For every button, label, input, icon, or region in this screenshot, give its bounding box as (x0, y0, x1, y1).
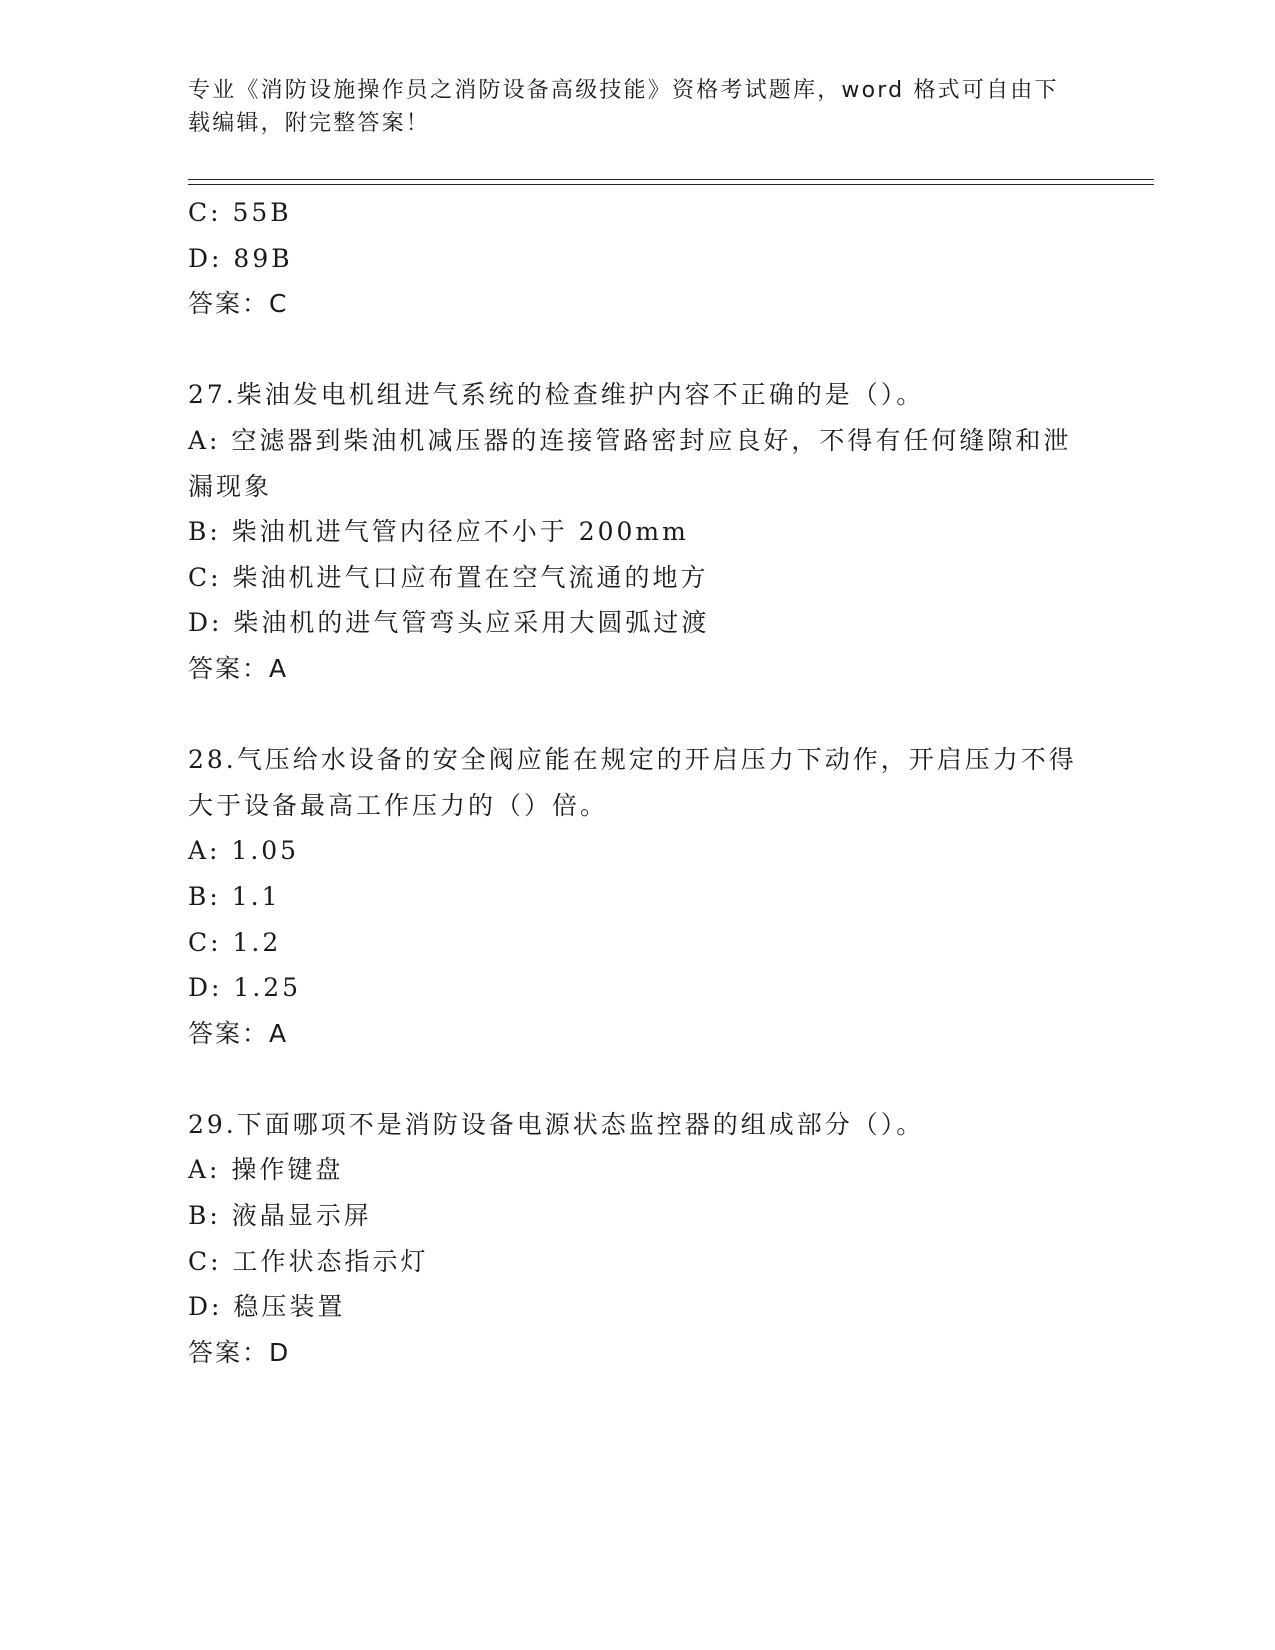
option-d: D: 1.25 (188, 973, 302, 1003)
option-c: C: 工作状态指示灯 (188, 1246, 429, 1276)
question-29 (188, 1102, 1088, 1376)
header-divider-bottom (188, 184, 1154, 185)
question-27 (188, 372, 1088, 691)
option-a: A: 空滤器到柴油机减压器的连接管路密封应良好，不得有任何缝隙和泄漏现象 (188, 425, 1072, 501)
option-d: D: 柴油机的进气管弯头应采用大圆弧过渡 (188, 608, 710, 638)
option-b: B: 柴油机进气管内径应不小于 200mm (188, 517, 689, 547)
answer-line: 答案：A (188, 653, 289, 683)
answer-line: 答案：C (188, 289, 289, 319)
option-d: D: 稳压装置 (188, 1292, 346, 1322)
question-stem: 27.柴油发电机组进气系统的检查维护内容不正确的是（）。 (188, 380, 925, 410)
header-line-2: 载编辑，附完整答案！ (188, 111, 431, 136)
option-c: C: 55B (188, 198, 292, 227)
header-line-1: 专业《消防设施操作员之消防设备高级技能》资格考试题库，word 格式可自由下 (188, 78, 1059, 103)
option-a: A: 1.05 (188, 836, 300, 866)
document-header (188, 74, 1068, 140)
spacer (188, 692, 1088, 738)
answer-line: 答案：D (188, 1337, 291, 1367)
option-b: B: 1.1 (188, 881, 281, 911)
question-list (188, 190, 1088, 1375)
option-a: A: 操作键盘 (188, 1155, 344, 1185)
option-c: C: 柴油机进气口应布置在空气流通的地方 (188, 562, 709, 592)
spacer (188, 1056, 1088, 1102)
option-d: D: 89B (188, 243, 293, 273)
option-c: C: 1.2 (188, 927, 282, 957)
option-b: B: 液晶显示屏 (188, 1201, 372, 1231)
question-stem: 28.气压给水设备的安全阀应能在规定的开启压力下动作，开启压力不得大于设备最高工作压力的（）倍。 (188, 745, 1077, 820)
prev-question-tail (188, 190, 1088, 327)
answer-line: 答案：A (188, 1018, 289, 1048)
header-divider-top (188, 179, 1154, 180)
question-stem: 29.下面哪项不是消防设备电源状态监控器的组成部分（）。 (188, 1109, 925, 1139)
question-28 (188, 737, 1088, 1056)
spacer (188, 327, 1088, 373)
